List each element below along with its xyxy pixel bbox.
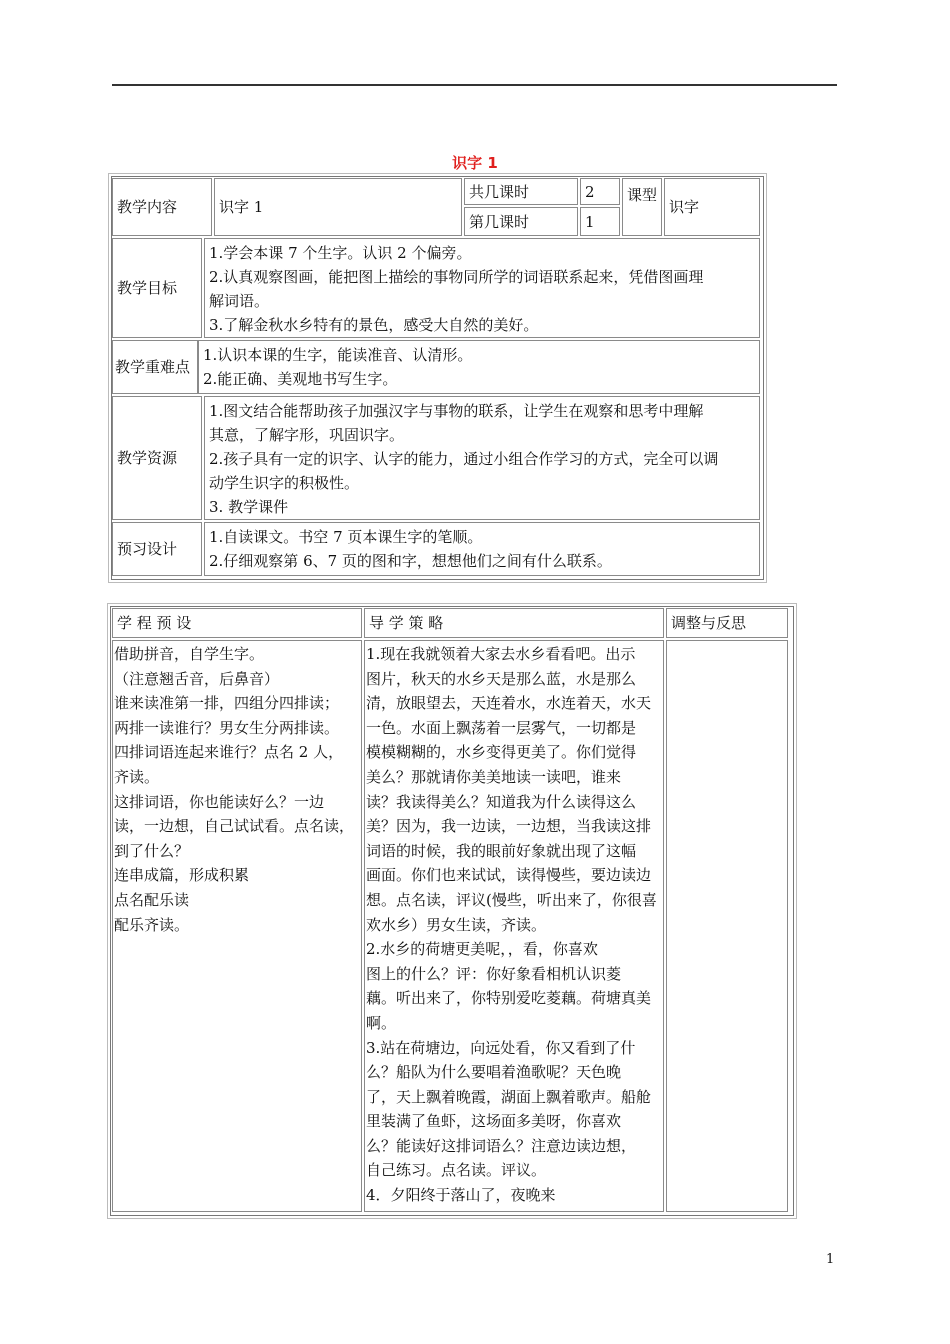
strategy-line: 了，天上飘着晚霞，湖面上飘着歌声。船舱	[366, 1087, 652, 1106]
strategy-line: 4．夕阳终于落山了，夜晚来	[366, 1186, 556, 1205]
key-points-label: 教学重难点	[112, 340, 198, 394]
resource-line: 动学生识字的积极性。	[209, 474, 360, 492]
study-line: 读，一边想，自己试试看。点名读，	[114, 817, 355, 836]
preview-label: 预习设计	[112, 522, 202, 576]
strategy-line: 词语的时候，我的眼前好象就出现了这幅	[366, 841, 637, 860]
resources-content	[204, 396, 760, 520]
study-line: 齐读。	[114, 767, 160, 786]
strategy-line: 读？我读得美么？知道我为什么读得这么	[366, 792, 637, 811]
preview-line: 1.自读课文。书空 7 页本课生字的笔顺。	[209, 528, 483, 546]
strategy-line: 啊。	[366, 1013, 397, 1032]
lesson-type-label: 课型	[622, 178, 662, 236]
strategy-line: 藕。听出来了，你特别爱吃菱藕。荷塘真美	[366, 989, 652, 1008]
nth-hour-value: 1	[580, 207, 620, 236]
resource-line: 2.孩子具有一定的识字、认字的能力，通过小组合作学习的方式，完全可以调	[209, 450, 719, 468]
header-rule	[112, 84, 837, 86]
objective-line: 2.认真观察图画，能把图上描绘的事物同所学的词语联系起来，凭借图画理	[209, 268, 704, 286]
study-line: 谁来读准第一排，四组分四排读；	[114, 694, 340, 713]
study-line: 四排词语连起来谁行？点名 2 人，	[114, 743, 344, 762]
lesson-type-value: 识字	[664, 178, 760, 236]
strategy-line: 图片，秋天的水乡天是那么蓝，水是那么	[366, 669, 637, 688]
resources-label: 教学资源	[112, 396, 202, 520]
resource-line: 1.图文结合能帮助孩子加强汉字与事物的联系，让学生在观察和思考中理解	[209, 402, 704, 420]
preview-line: 2.仔细观察第 6、7 页的图和字，想想他们之间有什么联系。	[209, 552, 612, 570]
strategy-line: 1.现在我就领着大家去水乡看看吧。出示	[366, 645, 636, 663]
objectives-label: 教学目标	[112, 238, 202, 338]
content-label: 教学内容	[112, 178, 212, 236]
strategy-line: 画面。你们也来试试，读得慢些，要边读边	[366, 866, 652, 885]
key-point-line: 1.认识本课的生字，能读准音、认清形。	[203, 346, 473, 364]
header-study-process: 学 程 预 设	[112, 608, 362, 638]
preview-content	[204, 522, 760, 576]
strategy-line: 图上的什么？评：你好象看相机认识菱	[366, 964, 622, 983]
strategy-line: 自己练习。点名读。评议。	[366, 1161, 547, 1180]
study-line: 两排一读谁行？男女生分两排读。	[114, 718, 340, 737]
objective-line: 解词语。	[209, 292, 270, 310]
page-title: 识字 1	[452, 154, 498, 172]
study-line: 这排词语，你也能读好么？一边	[114, 792, 325, 811]
study-process-text	[114, 642, 364, 937]
strategy-line: 么？船队为什么要唱着渔歌呢？天色晚	[366, 1063, 622, 1082]
strategy-line: 一色。水面上飘荡着一层雾气，一切都是	[366, 718, 637, 737]
strategy-line: 3.站在荷塘边，向远处看，你又看到了什	[366, 1038, 636, 1057]
page-number: 1	[826, 1252, 835, 1267]
total-hours-value: 2	[580, 178, 620, 205]
total-hours-label: 共几课时	[464, 178, 578, 205]
study-line: 点名配乐读	[114, 890, 190, 909]
strategy-line: 2.水乡的荷塘更美呢，，看，你喜欢	[366, 940, 598, 959]
objective-line: 1.学会本课 7 个生字。认识 2 个偏旁。	[209, 244, 472, 262]
objective-line: 3.了解金秋水乡特有的景色，感受大自然的美好。	[209, 316, 539, 334]
header-adjust-reflect: 调整与反思	[666, 608, 788, 638]
strategy-line: 想。点名读，评议(慢些，听出来了，你很喜	[366, 890, 657, 909]
header-guide-strategy: 导 学 策 略	[364, 608, 664, 638]
nth-hour-label: 第几课时	[464, 207, 578, 236]
study-line: 借助拼音，自学生字。	[114, 645, 265, 663]
study-line: 连串成篇，形成积累	[114, 866, 250, 885]
strategy-line: 模模糊糊的，水乡变得更美了。你们觉得	[366, 743, 637, 762]
strategy-line: 清，放眼望去，天连着水，水连着天，水天	[366, 694, 652, 713]
content-value: 识字 1	[214, 178, 462, 236]
guide-strategy-text	[366, 642, 664, 1208]
key-point-line: 2.能正确、美观地书写生字。	[203, 370, 398, 388]
resource-line: 3. 教学课件	[209, 498, 289, 516]
adjust-reflect-cell	[666, 640, 788, 1212]
strategy-line: 里装满了鱼虾，这场面多美呀，你喜欢	[366, 1112, 622, 1131]
study-line: 配乐齐读。	[114, 915, 190, 934]
study-line: 到了什么？	[114, 841, 190, 860]
resource-line: 其意，了解字形，巩固识字。	[209, 426, 405, 444]
study-line: （注意翘舌音，后鼻音）	[114, 669, 280, 688]
objectives-content	[204, 238, 760, 338]
key-points-content	[198, 340, 760, 394]
strategy-line: 美么？那就请你美美地读一读吧，谁来	[366, 767, 622, 786]
strategy-line: 欢水乡）男女生读，齐读。	[366, 915, 547, 934]
strategy-line: 么？能读好这排词语么？注意边读边想，	[366, 1136, 637, 1155]
strategy-line: 美？因为，我一边读，一边想，当我读这排	[366, 817, 652, 836]
